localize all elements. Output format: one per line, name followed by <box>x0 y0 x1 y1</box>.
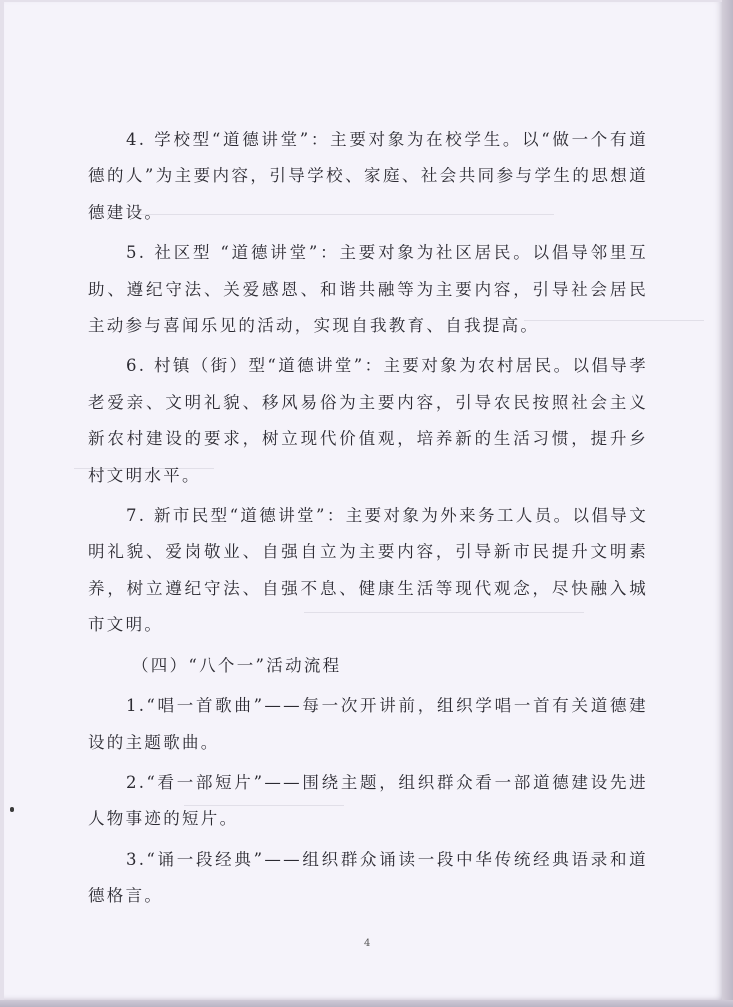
document-body <box>88 122 648 915</box>
section-heading-activity-flow: （四）“八个一”活动流程 <box>132 655 342 675</box>
paragraph-new-citizen-type: 7. 新市民型“道德讲堂”：主要对象为外来务工人员。以倡导文明礼貌、爱岗敬业、自强自立为主要内容，引导新市民提升文明素养，树立遵纪守法、自强不息、健康生活等现代观念，尽快融入城市文明。 <box>88 506 648 635</box>
paragraph-school-type: 4. 学校型“道德讲堂”：主要对象为在校学生。以“做一个有道德的人”为主要内容，引导学校、家庭、社会共同参与学生的思想道德建设。 <box>88 130 648 222</box>
scanned-page <box>4 2 722 1000</box>
paragraph-village-type: 6. 村镇（街）型“道德讲堂”：主要对象为农村居民。以倡导孝老爱亲、文明礼貌、移风易俗为主要内容，引导农民按照社会主义新农村建设的要求，树立现代价值观，培养新的生活习惯，提升乡村文明水平。 <box>88 356 648 485</box>
page-edge-shadow <box>722 0 733 1007</box>
paragraph-community-type: 5. 社区型 “道德讲堂”：主要对象为社区居民。以倡导邻里互助、遵纪守法、关爱感恩、和谐共融等为主要内容，引导社会居民主动参与喜闻乐见的活动，实现自我教育、自我提高。 <box>88 243 648 336</box>
page-number: 4 <box>364 938 371 949</box>
step-sing-song: 1.“唱一首歌曲”——每一次开讲前，组织学唱一首有关道德建设的主题歌曲。 <box>88 696 648 752</box>
page-bottom-edge <box>0 1000 733 1007</box>
scan-speck <box>10 807 14 812</box>
step-recite-classic: 3.“诵一段经典”——组织群众诵读一段中华传统经典语录和道德格言。 <box>88 849 648 906</box>
step-watch-film: 2.“看一部短片”——围绕主题，组织群众看一部道德建设先进人物事迹的短片。 <box>88 772 648 829</box>
